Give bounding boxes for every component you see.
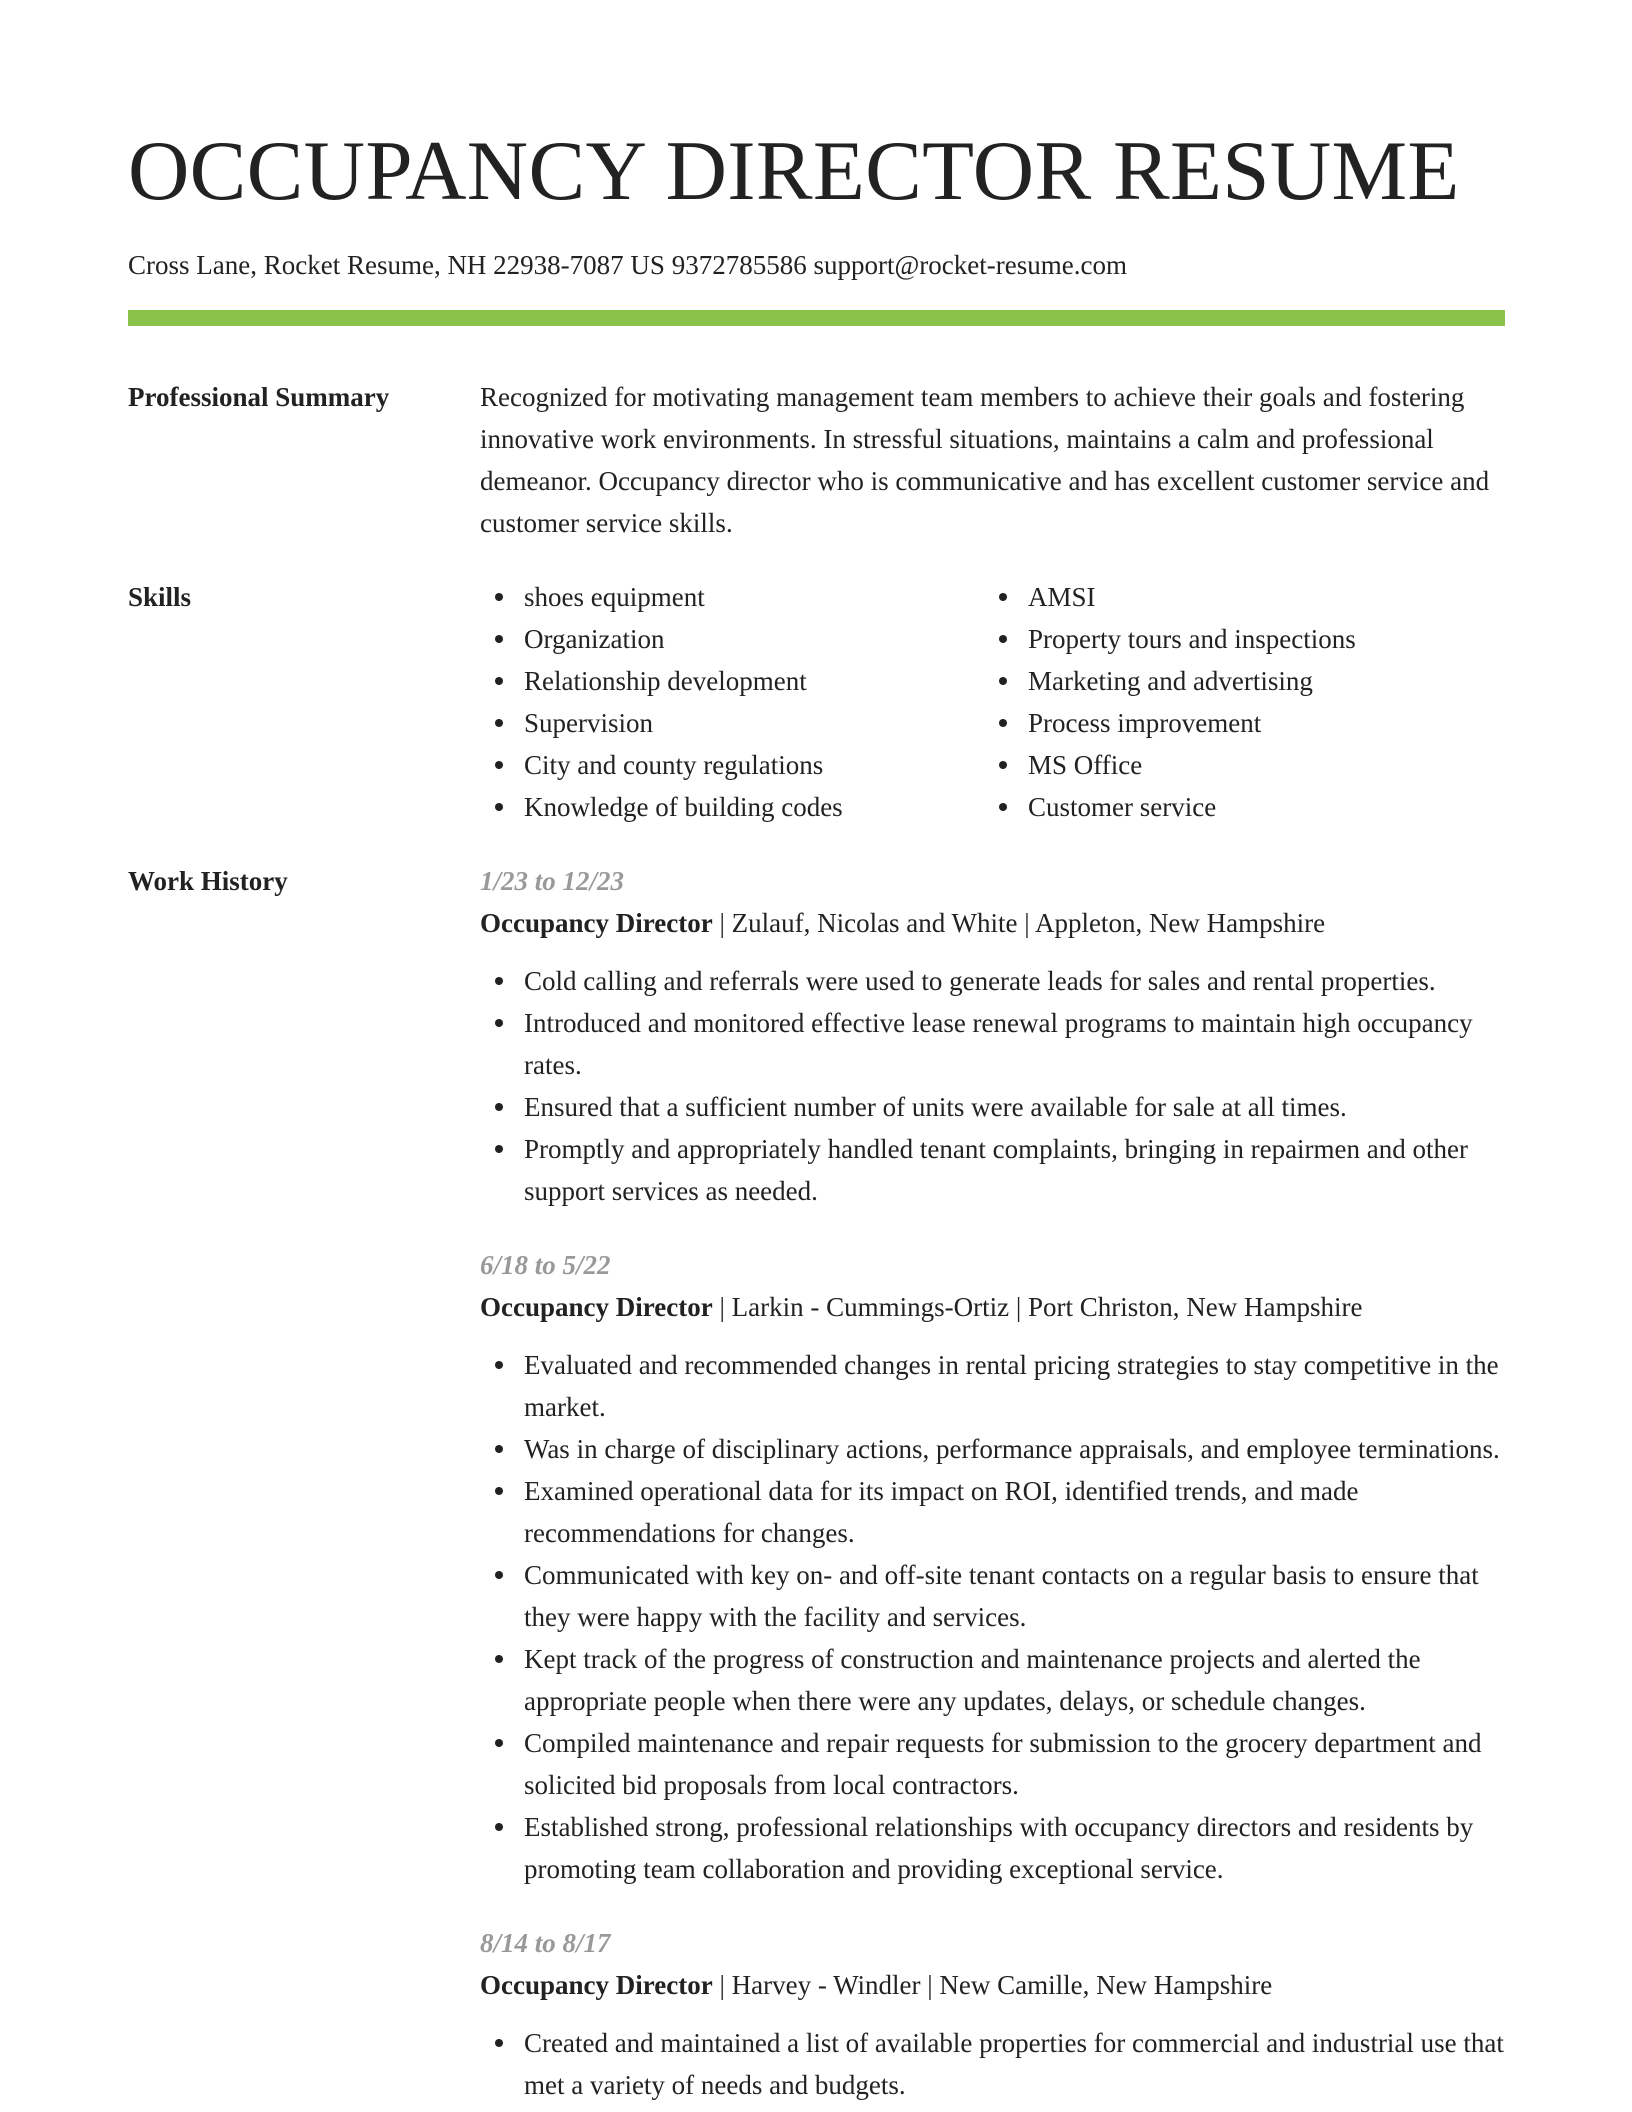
skill-item: City and county regulations	[480, 744, 984, 786]
job-bullet: Ensured that a sufficient number of units were available for sale at all times.	[480, 1086, 1505, 1128]
job-entry	[480, 860, 1505, 1212]
skill-item: AMSI	[984, 576, 1505, 618]
job-bullet: Introduced and monitored effective lease renewal programs to maintain high occupancy rates.	[480, 1002, 1505, 1086]
job-location: Port Christon, New Hampshire	[1027, 1292, 1363, 1322]
job-title: Occupancy Director	[480, 1292, 713, 1322]
skills-column-left	[480, 576, 984, 828]
professional-summary-section	[128, 376, 1505, 544]
job-bullet: Communicated with key on- and off-site tenant contacts on a regular basis to ensure that they were happy with the facility and services.	[480, 1554, 1505, 1638]
job-title: Occupancy Director	[480, 1970, 713, 2000]
section-label-summary: Professional Summary	[128, 382, 390, 412]
job-bullet: Kept track of the progress of construction and maintenance projects and alerted the appropriate people when there were any updates, delays, or schedule changes.	[480, 1638, 1505, 1722]
job-heading	[480, 902, 1505, 944]
job-heading	[480, 1286, 1505, 1328]
skill-item: MS Office	[984, 744, 1505, 786]
job-location: New Camille, New Hampshire	[939, 1970, 1273, 2000]
skill-item: Property tours and inspections	[984, 618, 1505, 660]
skill-item: shoes equipment	[480, 576, 984, 618]
job-company: Harvey - Windler	[731, 1970, 921, 2000]
job-dates: 6/18 to 5/22	[480, 1250, 611, 1280]
job-entry	[480, 1244, 1505, 1890]
skill-item: Organization	[480, 618, 984, 660]
job-dates: 1/23 to 12/23	[480, 866, 625, 896]
job-bullets	[480, 2022, 1505, 2106]
job-separator: |	[1017, 908, 1035, 938]
job-bullet: Cold calling and referrals were used to generate leads for sales and rental properties.	[480, 960, 1505, 1002]
job-location: Appleton, New Hampshire	[1034, 908, 1326, 938]
section-label-skills: Skills	[128, 582, 192, 612]
skill-item: Marketing and advertising	[984, 660, 1505, 702]
job-entry	[480, 1922, 1505, 2106]
section-label-work-history: Work History	[128, 866, 288, 896]
work-history-section	[128, 860, 1505, 2106]
job-title: Occupancy Director	[480, 908, 713, 938]
job-bullet: Created and maintained a list of available properties for commercial and industrial use that met a variety of needs and budgets.	[480, 2022, 1505, 2106]
summary-text: Recognized for motivating management team members to achieve their goals and fostering innovative work environments. In stressful situations, maintains a calm and professional demeanor. Occupancy director who is communicative and has excellent customer service and customer service skills.	[480, 382, 1490, 538]
skill-item: Supervision	[480, 702, 984, 744]
job-separator: |	[712, 908, 732, 938]
skills-section	[128, 576, 1505, 828]
skill-item: Relationship development	[480, 660, 984, 702]
job-company: Larkin - Cummings-Ortiz	[731, 1292, 1010, 1322]
accent-divider	[128, 310, 1505, 326]
job-bullets	[480, 960, 1505, 1212]
job-bullet: Evaluated and recommended changes in rental pricing strategies to stay competitive in the market.	[480, 1344, 1505, 1428]
skills-column-right	[984, 576, 1505, 828]
job-bullet: Promptly and appropriately handled tenant complaints, bringing in repairmen and other support services as needed.	[480, 1128, 1505, 1212]
skill-item: Knowledge of building codes	[480, 786, 984, 828]
job-bullet: Was in charge of disciplinary actions, performance appraisals, and employee terminations.	[480, 1428, 1505, 1470]
job-heading	[480, 1964, 1505, 2006]
job-separator: |	[920, 1970, 940, 2000]
job-bullet: Compiled maintenance and repair requests for submission to the grocery department and solicited bid proposals from local contractors.	[480, 1722, 1505, 1806]
job-bullet: Examined operational data for its impact on ROI, identified trends, and made recommendations for changes.	[480, 1470, 1505, 1554]
job-separator: |	[1009, 1292, 1028, 1322]
job-bullets	[480, 1344, 1505, 1890]
job-bullet: Established strong, professional relationships with occupancy directors and residents by promoting team collaboration and providing exceptional service.	[480, 1806, 1505, 1890]
resume-title: OCCUPANCY DIRECTOR RESUME	[128, 124, 1460, 218]
job-separator: |	[712, 1970, 732, 2000]
skills-grid	[480, 576, 1505, 828]
job-separator: |	[712, 1292, 732, 1322]
skill-item: Customer service	[984, 786, 1505, 828]
work-history-list	[480, 860, 1505, 2106]
job-dates: 8/14 to 8/17	[480, 1928, 611, 1958]
contact-info: Cross Lane, Rocket Resume, NH 22938-7087 US 9372785586 support@rocket-resume.com	[128, 250, 1127, 280]
skill-item: Process improvement	[984, 702, 1505, 744]
job-company: Zulauf, Nicolas and White	[731, 908, 1018, 938]
